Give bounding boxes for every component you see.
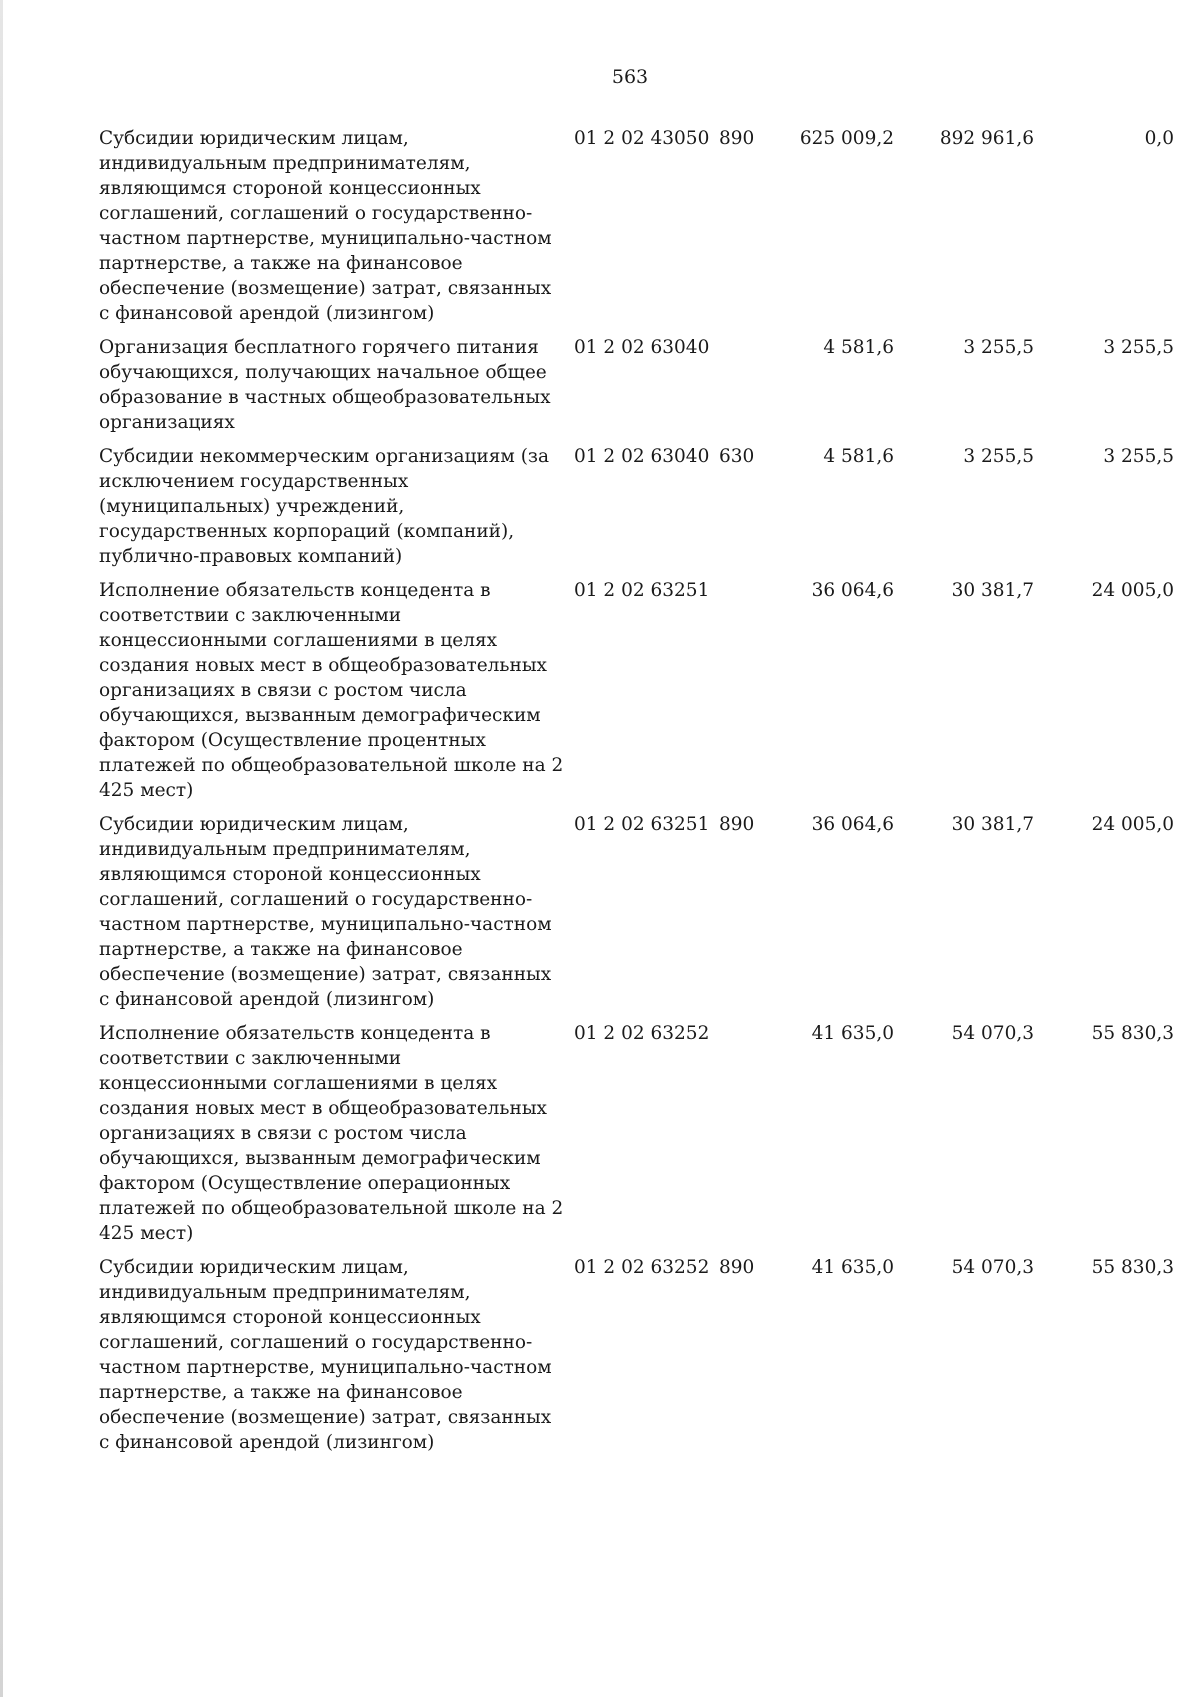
scan-edge-shadow (0, 0, 3, 1697)
row-amount-year-3: 3 255,5 (1103, 337, 1174, 358)
row-description: Субсидии некоммерческим организациям (за исключением государственных (муниципальных) учреждений, государственных корпораций (компаний), публично-правовых компаний) (99, 446, 550, 567)
row-amount-year-1: 625 009,2 (799, 128, 894, 149)
row-amount-year-3: 0,0 (1144, 128, 1174, 149)
row-amount-year-1: 36 064,6 (811, 814, 894, 835)
table-row (99, 1021, 1174, 1255)
row-description: Исполнение обязательств концедента в соответствии с заключенными концессионными соглашениями в целях создания новых мест в общеобразовательных организациях в связи с ростом числа обучающихся, вызванным демографическим фактором (Осуществление операционных платежей по общеобразовательной школе на 2 425 мест) (99, 1023, 564, 1244)
row-amount-year-2: 30 381,7 (951, 814, 1034, 835)
row-amount-year-2: 892 961,6 (939, 128, 1034, 149)
table-row (99, 444, 1174, 578)
row-amount-year-1: 4 581,6 (823, 446, 894, 467)
page-number: 563 (611, 66, 649, 88)
row-target-code: 01 2 02 63040 (574, 446, 710, 467)
row-amount-year-3: 24 005,0 (1091, 814, 1174, 835)
row-expense-type: 890 (719, 128, 755, 149)
row-description: Субсидии юридическим лицам, индивидуальным предпринимателям, являющимся стороной концессионных соглашений, соглашений о государственно-частном партнерстве, муниципально-частном партнерстве, а также на финансовое обеспечение (возмещение) затрат, связанных с финансовой арендой (лизингом) (99, 1257, 552, 1453)
row-amount-year-2: 54 070,3 (951, 1023, 1034, 1044)
row-amount-year-1: 4 581,6 (823, 337, 894, 358)
row-amount-year-1: 36 064,6 (811, 580, 894, 601)
row-expense-type: 890 (719, 1257, 755, 1278)
table-row (99, 335, 1174, 444)
row-description: Организация бесплатного горячего питания обучающихся, получающих начальное общее образование в частных общеобразовательных организациях (99, 337, 551, 433)
row-target-code: 01 2 02 63252 (574, 1257, 710, 1278)
row-amount-year-2: 30 381,7 (951, 580, 1034, 601)
table-row (99, 126, 1174, 335)
row-amount-year-2: 3 255,5 (963, 446, 1034, 467)
row-amount-year-2: 54 070,3 (951, 1257, 1034, 1278)
row-description: Субсидии юридическим лицам, индивидуальным предпринимателям, являющимся стороной концессионных соглашений, соглашений о государственно-частном партнерстве, муниципально-частном партнерстве, а также на финансовое обеспечение (возмещение) затрат, связанных с финансовой арендой (лизингом) (99, 814, 552, 1010)
row-amount-year-3: 55 830,3 (1091, 1257, 1174, 1278)
row-description: Субсидии юридическим лицам, индивидуальным предпринимателям, являющимся стороной концессионных соглашений, соглашений о государственно-частном партнерстве, муниципально-частном партнерстве, а также на финансовое обеспечение (возмещение) затрат, связанных с финансовой арендой (лизингом) (99, 128, 552, 324)
row-target-code: 01 2 02 43050 (574, 128, 710, 149)
table-row (99, 578, 1174, 812)
row-amount-year-2: 3 255,5 (963, 337, 1034, 358)
budget-table (99, 126, 1174, 1464)
row-target-code: 01 2 02 63252 (574, 1023, 710, 1044)
row-amount-year-3: 3 255,5 (1103, 446, 1174, 467)
row-target-code: 01 2 02 63040 (574, 337, 710, 358)
row-amount-year-1: 41 635,0 (811, 1023, 894, 1044)
row-target-code: 01 2 02 63251 (574, 814, 710, 835)
row-expense-type: 890 (719, 814, 755, 835)
table-row (99, 812, 1174, 1021)
row-amount-year-3: 24 005,0 (1091, 580, 1174, 601)
row-description: Исполнение обязательств концедента в соответствии с заключенными концессионными соглашениями в целях создания новых мест в общеобразовательных организациях в связи с ростом числа обучающихся, вызванным демографическим фактором (Осуществление процентных платежей по общеобразовательной школе на 2 425 мест) (99, 580, 564, 801)
row-target-code: 01 2 02 63251 (574, 580, 710, 601)
row-amount-year-1: 41 635,0 (811, 1257, 894, 1278)
row-amount-year-3: 55 830,3 (1091, 1023, 1174, 1044)
row-expense-type (719, 335, 779, 444)
row-expense-type (719, 578, 779, 812)
table-row (99, 1255, 1174, 1464)
row-expense-type: 630 (719, 446, 755, 467)
row-expense-type (719, 1021, 779, 1255)
